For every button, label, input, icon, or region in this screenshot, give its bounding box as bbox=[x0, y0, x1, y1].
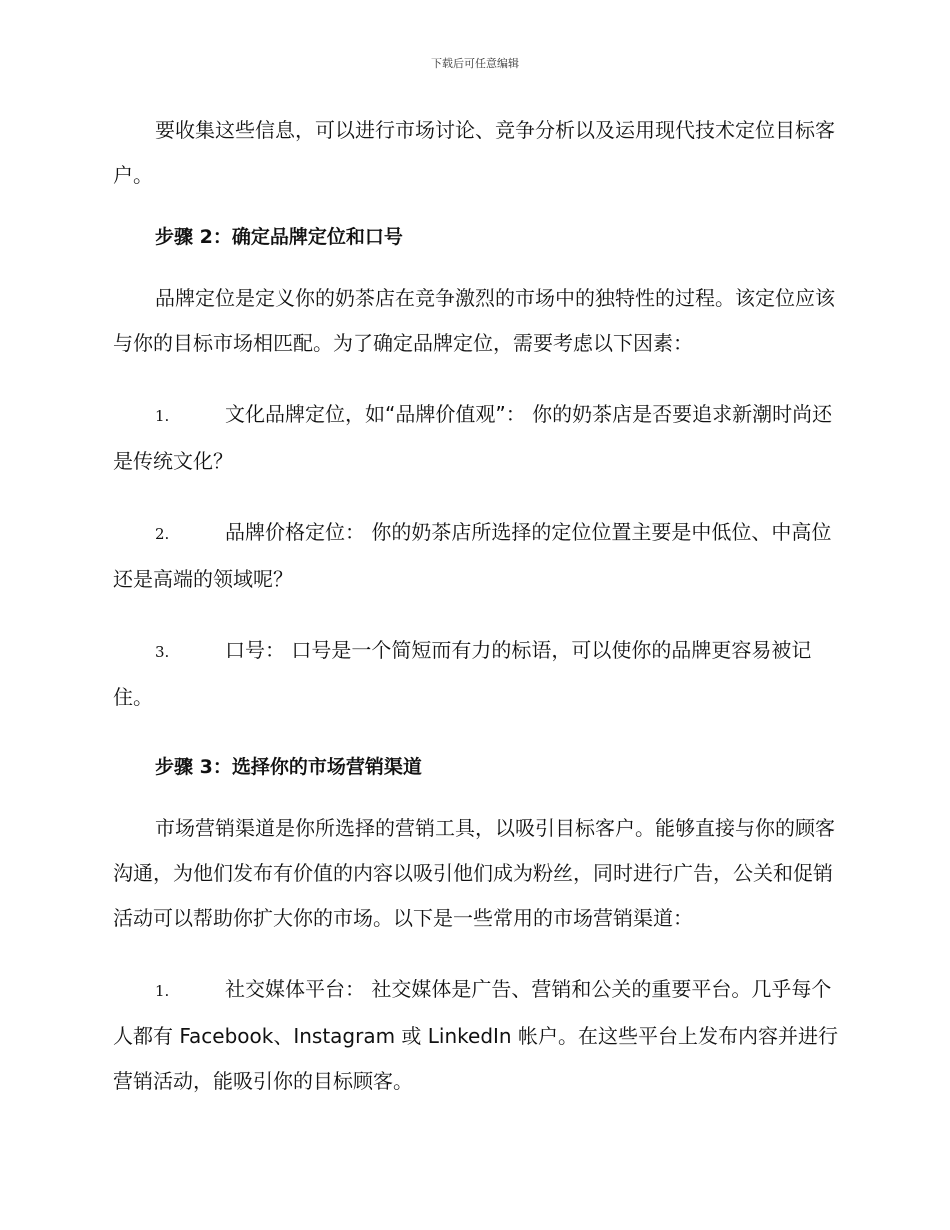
document-content bbox=[113, 108, 843, 1130]
step3-heading: 步骤 3：选择你的市场营销渠道 bbox=[155, 756, 422, 778]
intro-paragraph: 要收集这些信息，可以进行市场讨论、竞争分析以及运用现代技术定位目标客户。 bbox=[113, 118, 835, 187]
list-item bbox=[113, 392, 843, 484]
list-number: 1. bbox=[155, 407, 170, 425]
step2-heading: 步骤 2：确定品牌定位和口号 bbox=[155, 226, 403, 248]
list-text: 口号： 口号是一个简短而有力的标语，可以使你的品牌更容易被记住。 bbox=[113, 638, 812, 709]
step2-body: 品牌定位是定义你的奶茶店在竞争激烈的市场中的独特性的过程。该定位应该与你的目标市场相匹配。为了确定品牌定位，需要考虑以下因素： bbox=[113, 286, 835, 355]
list-text: 品牌价格定位： 你的奶茶店所选择的定位位置主要是中低位、中高位还是高端的领域呢？ bbox=[113, 520, 832, 591]
list-text: 文化品牌定位，如“品牌价值观”： 你的奶茶店是否要追求新潮时尚还是传统文化？ bbox=[113, 402, 833, 473]
list-item bbox=[113, 967, 843, 1104]
list-number: 2. bbox=[155, 525, 170, 543]
list-item bbox=[113, 510, 843, 602]
list-number: 1. bbox=[155, 982, 170, 1000]
header-note: 下载后可任意编辑 bbox=[431, 57, 519, 70]
list-number: 3. bbox=[155, 643, 170, 661]
list-item bbox=[113, 628, 843, 720]
list-text: 社交媒体平台： 社交媒体是广告、营销和公关的重要平台。几乎每个人都有 Facebook、Instagram 或 LinkedIn 帐户。在这些平台上发布内容并进行营销活动，能吸引你的目标顾客。 bbox=[113, 977, 838, 1093]
step3-body: 市场营销渠道是你所选择的营销工具，以吸引目标客户。能够直接与你的顾客沟通，为他们发布有价值的内容以吸引他们成为粉丝，同时进行广告，公关和促销活动可以帮助你扩大你的市场。以下是一些常用的市场营销渠道： bbox=[113, 816, 835, 930]
